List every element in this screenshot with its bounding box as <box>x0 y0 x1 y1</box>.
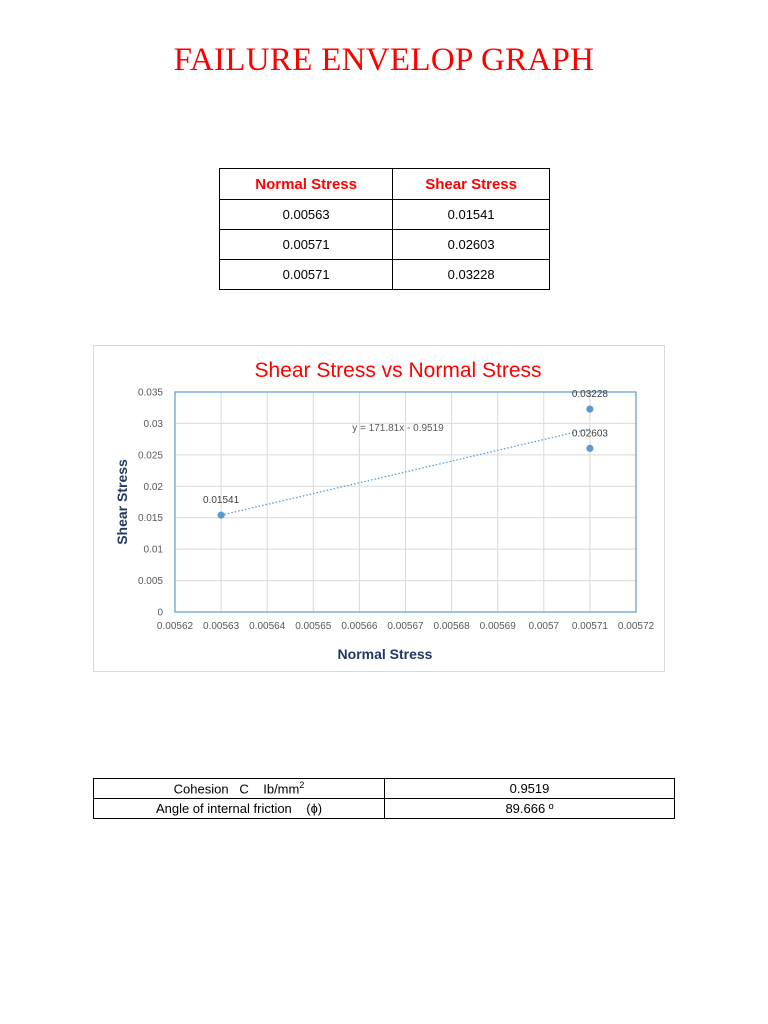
y-tick-label: 0.01 <box>143 544 163 556</box>
normal-stress-cell: 0.00563 <box>220 200 393 230</box>
x-tick-label: 0.0057 <box>528 621 560 632</box>
page-title: FAILURE ENVELOP GRAPH <box>173 42 595 78</box>
y-tick-label: 0.035 <box>137 387 163 399</box>
table-header-row <box>220 169 550 200</box>
shear-stress-cell: 0.03228 <box>393 260 550 290</box>
data-label: 0.01541 <box>203 495 240 507</box>
x-tick-label: 0.00564 <box>249 621 286 632</box>
x-tick-label: 0.00565 <box>295 621 332 632</box>
y-axis-ticks <box>138 388 163 619</box>
y-tick-label: 0.02 <box>143 481 163 493</box>
x-tick-label: 0.00569 <box>479 621 516 632</box>
table-row <box>220 260 550 290</box>
data-label: 0.03228 <box>571 389 608 401</box>
chart-container <box>93 345 665 672</box>
data-point <box>586 405 593 412</box>
normal-stress-cell: 0.00571 <box>220 260 393 290</box>
stress-data-table <box>219 168 550 290</box>
scatter-chart <box>94 346 664 671</box>
x-tick-label: 0.00562 <box>156 621 194 632</box>
y-tick-label: 0.025 <box>137 450 163 462</box>
shear-stress-cell: 0.01541 <box>393 200 550 230</box>
x-tick-label: 0.00571 <box>571 621 608 632</box>
x-tick-label: 0.00563 <box>203 621 240 632</box>
cohesion-value: 0.9519 <box>385 779 675 799</box>
friction-label: Angle of internal friction (ɸ) <box>94 799 385 819</box>
x-tick-label: 0.00572 <box>617 621 655 632</box>
data-point <box>586 445 593 452</box>
shear-stress-cell: 0.02603 <box>393 230 550 260</box>
x-axis-title: Normal Stress <box>337 646 433 662</box>
cohesion-label: Cohesion C Ib/mm <box>173 781 300 797</box>
results-table <box>93 778 675 819</box>
x-tick-label: 0.00568 <box>433 621 470 632</box>
y-tick-label: 0.005 <box>137 576 163 588</box>
x-tick-label: 0.00566 <box>341 621 378 632</box>
unit-exponent: 2 <box>299 780 305 791</box>
cohesion-row <box>94 779 675 799</box>
data-label: 0.02603 <box>571 428 608 440</box>
trendline-equation: y = 171.81x - 0.9519 <box>352 423 444 434</box>
friction-row <box>94 799 675 819</box>
friction-value: 89.666 º <box>385 799 675 819</box>
x-tick-label: 0.00567 <box>387 621 424 632</box>
normal-stress-cell: 0.00571 <box>220 230 393 260</box>
shear-stress-header: Shear Stress <box>393 169 550 200</box>
table-row <box>220 230 550 260</box>
normal-stress-header: Normal Stress <box>220 169 393 200</box>
x-axis-ticks <box>157 621 655 632</box>
y-tick-label: 0.03 <box>143 418 163 430</box>
y-axis-title: Shear Stress <box>114 459 130 545</box>
table-row <box>220 200 550 230</box>
y-tick-label: 0 <box>157 607 163 619</box>
chart-title: Shear Stress vs Normal Stress <box>254 359 542 382</box>
cohesion-label-cell <box>94 779 385 799</box>
data-point <box>218 512 225 519</box>
y-tick-label: 0.015 <box>137 513 163 525</box>
